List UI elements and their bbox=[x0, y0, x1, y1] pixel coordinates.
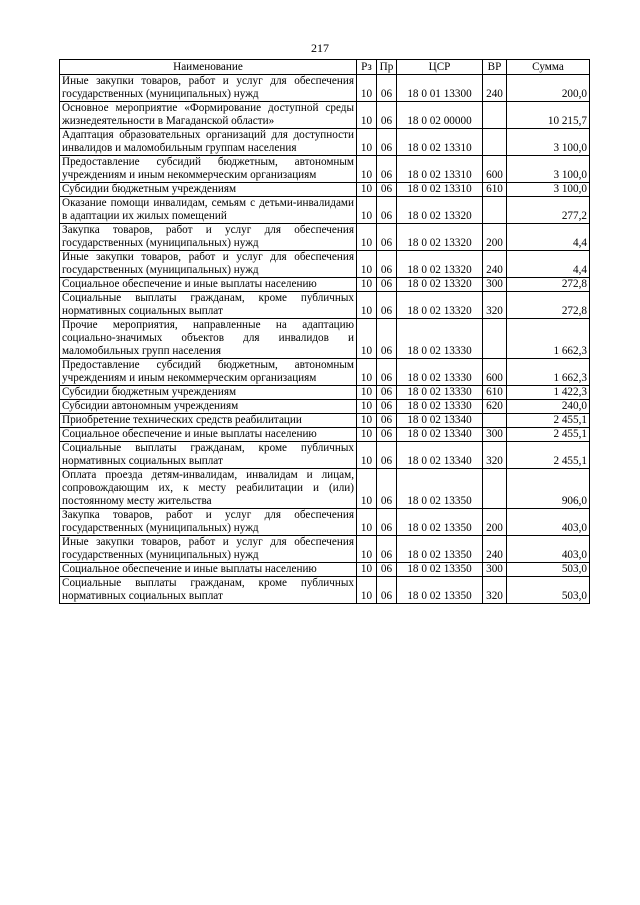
cell-csr: 18 0 02 13330 bbox=[397, 359, 483, 386]
cell-pr: 06 bbox=[377, 428, 397, 442]
table-row bbox=[60, 414, 590, 428]
cell-rz: 10 bbox=[357, 400, 377, 414]
cell-pr: 06 bbox=[377, 183, 397, 197]
cell-vr: 200 bbox=[483, 224, 507, 251]
cell-vr bbox=[483, 319, 507, 359]
cell-rz: 10 bbox=[357, 183, 377, 197]
table-row bbox=[60, 386, 590, 400]
cell-name: Оказание помощи инвалидам, семьям с детьми-инвалидами в адаптации их жилых помещений bbox=[60, 197, 357, 224]
cell-name: Основное мероприятие «Формирование доступной среды жизнедеятельности в Магаданской области» bbox=[60, 102, 357, 129]
cell-name: Социальное обеспечение и иные выплаты населению bbox=[60, 278, 357, 292]
cell-csr: 18 0 01 13300 bbox=[397, 75, 483, 102]
cell-vr: 610 bbox=[483, 183, 507, 197]
cell-sum: 4,4 bbox=[507, 224, 590, 251]
table-row bbox=[60, 75, 590, 102]
cell-pr: 06 bbox=[377, 129, 397, 156]
cell-name: Закупка товаров, работ и услуг для обеспечения государственных (муниципальных) нужд bbox=[60, 509, 357, 536]
cell-vr: 320 bbox=[483, 442, 507, 469]
cell-name: Социальные выплаты гражданам, кроме публичных нормативных социальных выплат bbox=[60, 577, 357, 604]
header-vr: ВР bbox=[483, 60, 507, 75]
cell-name: Прочие мероприятия, направленные на адаптацию социально-значимых объектов для инвалидов и маломобильных групп населения bbox=[60, 319, 357, 359]
cell-csr: 18 0 02 13320 bbox=[397, 224, 483, 251]
cell-name: Социальное обеспечение и иные выплаты населению bbox=[60, 428, 357, 442]
cell-rz: 10 bbox=[357, 278, 377, 292]
cell-pr: 06 bbox=[377, 469, 397, 509]
cell-csr: 18 0 02 13330 bbox=[397, 319, 483, 359]
cell-sum: 200,0 bbox=[507, 75, 590, 102]
page-number: 217 bbox=[311, 41, 329, 55]
cell-rz: 10 bbox=[357, 75, 377, 102]
cell-sum: 2 455,1 bbox=[507, 414, 590, 428]
cell-name: Социальные выплаты гражданам, кроме публичных нормативных социальных выплат bbox=[60, 292, 357, 319]
cell-name: Адаптация образовательных организаций для доступности инвалидов и маломобильным группам населения bbox=[60, 129, 357, 156]
header-name: Наименование bbox=[60, 60, 357, 75]
cell-name: Социальное обеспечение и иные выплаты населению bbox=[60, 563, 357, 577]
cell-vr: 320 bbox=[483, 292, 507, 319]
cell-sum: 1 662,3 bbox=[507, 319, 590, 359]
cell-csr: 18 0 02 13350 bbox=[397, 577, 483, 604]
cell-name: Оплата проезда детям-инвалидам, инвалидам и лицам, сопровождающим их, к месту реабилитации и (или) постоянному месту жительства bbox=[60, 469, 357, 509]
cell-sum: 1 422,3 bbox=[507, 386, 590, 400]
cell-csr: 18 0 02 13320 bbox=[397, 292, 483, 319]
cell-csr: 18 0 02 13340 bbox=[397, 428, 483, 442]
cell-rz: 10 bbox=[357, 577, 377, 604]
cell-sum: 2 455,1 bbox=[507, 428, 590, 442]
cell-name: Иные закупки товаров, работ и услуг для обеспечения государственных (муниципальных) нужд bbox=[60, 251, 357, 278]
budget-table bbox=[59, 59, 590, 604]
cell-csr: 18 0 02 13320 bbox=[397, 278, 483, 292]
cell-sum: 3 100,0 bbox=[507, 183, 590, 197]
cell-rz: 10 bbox=[357, 156, 377, 183]
cell-vr bbox=[483, 414, 507, 428]
cell-rz: 10 bbox=[357, 469, 377, 509]
cell-vr bbox=[483, 197, 507, 224]
cell-sum: 403,0 bbox=[507, 536, 590, 563]
cell-name: Предоставление субсидий бюджетным, автономным учреждениям и иным некоммерческим организациям bbox=[60, 359, 357, 386]
table-row bbox=[60, 428, 590, 442]
cell-rz: 10 bbox=[357, 536, 377, 563]
cell-pr: 06 bbox=[377, 292, 397, 319]
table-row bbox=[60, 469, 590, 509]
cell-sum: 277,2 bbox=[507, 197, 590, 224]
cell-pr: 06 bbox=[377, 251, 397, 278]
cell-rz: 10 bbox=[357, 129, 377, 156]
cell-pr: 06 bbox=[377, 386, 397, 400]
cell-sum: 1 662,3 bbox=[507, 359, 590, 386]
cell-rz: 10 bbox=[357, 509, 377, 536]
table-row bbox=[60, 319, 590, 359]
cell-csr: 18 0 02 13310 bbox=[397, 183, 483, 197]
cell-csr: 18 0 02 13350 bbox=[397, 536, 483, 563]
table-row bbox=[60, 183, 590, 197]
cell-sum: 3 100,0 bbox=[507, 129, 590, 156]
table-row bbox=[60, 278, 590, 292]
header-sum: Сумма bbox=[507, 60, 590, 75]
cell-csr: 18 0 02 13320 bbox=[397, 251, 483, 278]
table-row bbox=[60, 197, 590, 224]
cell-sum: 3 100,0 bbox=[507, 156, 590, 183]
cell-vr: 320 bbox=[483, 577, 507, 604]
header-pr: Пр bbox=[377, 60, 397, 75]
table-row bbox=[60, 359, 590, 386]
cell-sum: 503,0 bbox=[507, 577, 590, 604]
cell-pr: 06 bbox=[377, 319, 397, 359]
cell-csr: 18 0 02 13350 bbox=[397, 563, 483, 577]
cell-rz: 10 bbox=[357, 386, 377, 400]
cell-pr: 06 bbox=[377, 536, 397, 563]
table-row bbox=[60, 251, 590, 278]
cell-rz: 10 bbox=[357, 319, 377, 359]
cell-rz: 10 bbox=[357, 563, 377, 577]
cell-csr: 18 0 02 00000 bbox=[397, 102, 483, 129]
cell-name: Закупка товаров, работ и услуг для обеспечения государственных (муниципальных) нужд bbox=[60, 224, 357, 251]
cell-sum: 2 455,1 bbox=[507, 442, 590, 469]
cell-pr: 06 bbox=[377, 400, 397, 414]
table-row bbox=[60, 400, 590, 414]
cell-rz: 10 bbox=[357, 224, 377, 251]
cell-vr: 600 bbox=[483, 359, 507, 386]
cell-sum: 4,4 bbox=[507, 251, 590, 278]
cell-sum: 906,0 bbox=[507, 469, 590, 509]
cell-pr: 06 bbox=[377, 509, 397, 536]
cell-vr: 600 bbox=[483, 156, 507, 183]
cell-pr: 06 bbox=[377, 359, 397, 386]
cell-pr: 06 bbox=[377, 414, 397, 428]
cell-rz: 10 bbox=[357, 102, 377, 129]
cell-csr: 18 0 02 13350 bbox=[397, 469, 483, 509]
cell-name: Иные закупки товаров, работ и услуг для обеспечения государственных (муниципальных) нужд bbox=[60, 75, 357, 102]
cell-sum: 10 215,7 bbox=[507, 102, 590, 129]
cell-vr: 300 bbox=[483, 278, 507, 292]
cell-csr: 18 0 02 13340 bbox=[397, 442, 483, 469]
cell-csr: 18 0 02 13330 bbox=[397, 386, 483, 400]
cell-name: Иные закупки товаров, работ и услуг для обеспечения государственных (муниципальных) нужд bbox=[60, 536, 357, 563]
table-row bbox=[60, 224, 590, 251]
cell-csr: 18 0 02 13340 bbox=[397, 414, 483, 428]
cell-rz: 10 bbox=[357, 251, 377, 278]
cell-rz: 10 bbox=[357, 442, 377, 469]
table-row bbox=[60, 292, 590, 319]
cell-rz: 10 bbox=[357, 414, 377, 428]
cell-pr: 06 bbox=[377, 278, 397, 292]
cell-vr: 200 bbox=[483, 509, 507, 536]
cell-name: Социальные выплаты гражданам, кроме публичных нормативных социальных выплат bbox=[60, 442, 357, 469]
cell-vr: 240 bbox=[483, 75, 507, 102]
cell-vr bbox=[483, 102, 507, 129]
cell-name: Приобретение технических средств реабилитации bbox=[60, 414, 357, 428]
cell-rz: 10 bbox=[357, 197, 377, 224]
cell-name: Субсидии бюджетным учреждениям bbox=[60, 386, 357, 400]
cell-sum: 403,0 bbox=[507, 509, 590, 536]
cell-pr: 06 bbox=[377, 224, 397, 251]
table-row bbox=[60, 536, 590, 563]
cell-vr: 240 bbox=[483, 536, 507, 563]
cell-vr: 240 bbox=[483, 251, 507, 278]
cell-vr bbox=[483, 129, 507, 156]
cell-pr: 06 bbox=[377, 197, 397, 224]
cell-name: Предоставление субсидий бюджетным, автономным учреждениям и иным некоммерческим организациям bbox=[60, 156, 357, 183]
cell-sum: 272,8 bbox=[507, 278, 590, 292]
header-rz: Рз bbox=[357, 60, 377, 75]
cell-pr: 06 bbox=[377, 577, 397, 604]
cell-csr: 18 0 02 13320 bbox=[397, 197, 483, 224]
cell-vr: 300 bbox=[483, 563, 507, 577]
cell-vr: 620 bbox=[483, 400, 507, 414]
cell-csr: 18 0 02 13310 bbox=[397, 129, 483, 156]
table-row bbox=[60, 563, 590, 577]
table-row bbox=[60, 442, 590, 469]
cell-csr: 18 0 02 13350 bbox=[397, 509, 483, 536]
header-csr: ЦСР bbox=[397, 60, 483, 75]
cell-vr: 610 bbox=[483, 386, 507, 400]
cell-rz: 10 bbox=[357, 359, 377, 386]
cell-sum: 240,0 bbox=[507, 400, 590, 414]
cell-sum: 272,8 bbox=[507, 292, 590, 319]
cell-rz: 10 bbox=[357, 292, 377, 319]
table-row bbox=[60, 509, 590, 536]
cell-csr: 18 0 02 13310 bbox=[397, 156, 483, 183]
cell-name: Субсидии бюджетным учреждениям bbox=[60, 183, 357, 197]
cell-name: Субсидии автономным учреждениям bbox=[60, 400, 357, 414]
table-row bbox=[60, 156, 590, 183]
cell-pr: 06 bbox=[377, 563, 397, 577]
cell-csr: 18 0 02 13330 bbox=[397, 400, 483, 414]
table-row bbox=[60, 102, 590, 129]
cell-rz: 10 bbox=[357, 428, 377, 442]
cell-pr: 06 bbox=[377, 156, 397, 183]
cell-pr: 06 bbox=[377, 442, 397, 469]
cell-pr: 06 bbox=[377, 75, 397, 102]
cell-vr bbox=[483, 469, 507, 509]
table-row bbox=[60, 129, 590, 156]
cell-pr: 06 bbox=[377, 102, 397, 129]
table-header-row bbox=[60, 60, 590, 75]
table-row bbox=[60, 577, 590, 604]
cell-sum: 503,0 bbox=[507, 563, 590, 577]
cell-vr: 300 bbox=[483, 428, 507, 442]
